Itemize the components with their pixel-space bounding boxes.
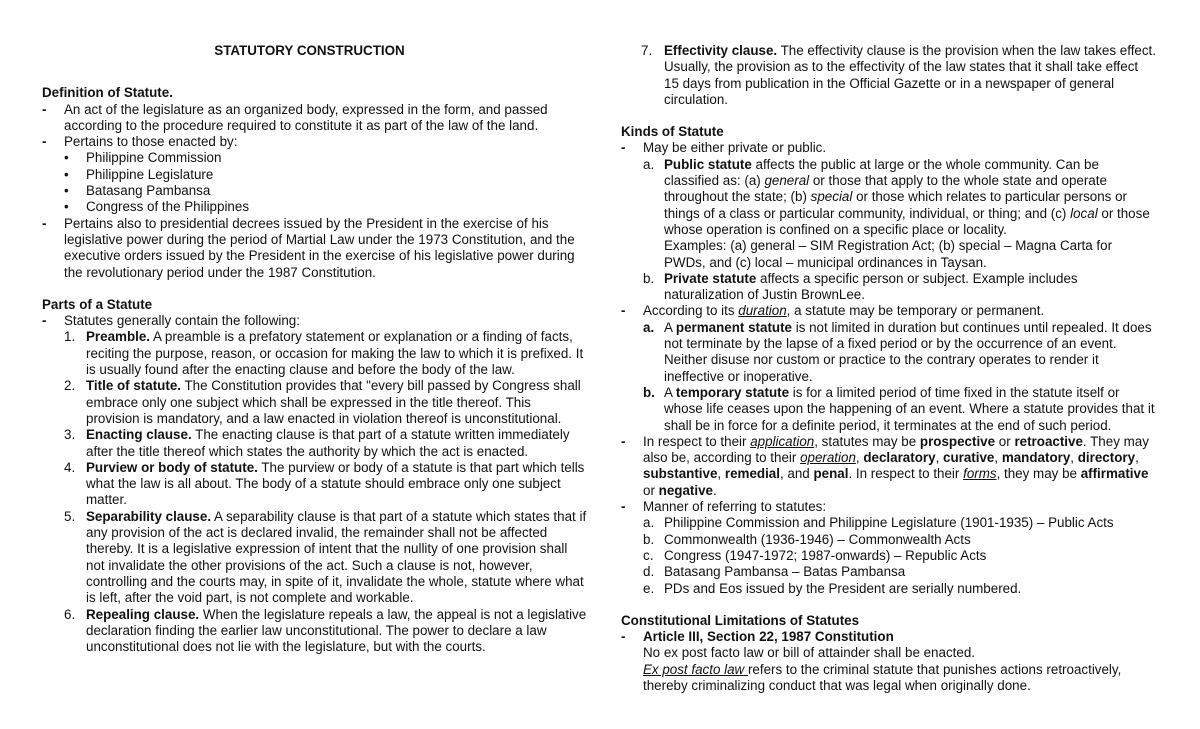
enacting-body: • Philippine Legislature [42, 167, 587, 183]
part-item-purview: 4. Purview or body of statute. The purview or body of a statute is that part which tells what the law is all about. The body of a statute should embrace only one subject matter. [64, 459, 585, 508]
constitutional-rule: No ex post facto law or bill of attainder shall be enacted. [643, 645, 975, 661]
part-item-title: 2. Title of statute. The Constitution provides that "every bill passed by Congress shall embrace only one subject which shall be expressed in the title thereof. This provision is mandatory, and a law enacted in violation thereof is unconstitutional. [64, 378, 581, 426]
public-statute-item: a. Public statute affects the public at large or the whole community. Can be classified as: (a) general or those that apply to the whole state and operate throughout the state; (b) special or those which relates to particular persons or things of a class or particular community, individual, or thing; and (c) local or those whose operation is confined on a specific place or locality. Examples: (a) general – SIM Registration Act; (b) special – Magna Carta for PWDs, and (c) local – municipal ordinances in Taysan. [621, 157, 1156, 271]
permanent-statute-item: a. A permanent statute is not limited in duration but continues until repealed. It does not terminate by the lapse of a fixed period or by the occurrence of an event. Neither disuse nor custom or practice to the contrary operates to render it ineffective or inoperative. [643, 319, 1152, 384]
temporary-statute-item: b. A temporary statute is for a limited period of time fixed in the statute itself or whose life ceases upon the happening of an event. Where a statute provides that it shall be in force for a definite period, it terminates at the end of such period. [643, 384, 1155, 433]
manner-item: b. Commonwealth (1936-1946) – Commonwealth Acts [643, 531, 971, 547]
manner-intro: - Manner of referring to statutes: [621, 499, 1156, 515]
enacting-body: • Philippine Commission [42, 150, 587, 166]
enacting-body: • Congress of the Philippines [42, 199, 587, 215]
definition-item: - An act of the legislature as an organized body, expressed in the form, and passed according to the procedure required to constitute it as part of the law of the land. [42, 102, 587, 135]
constitutional-article: - Article III, Section 22, 1987 Constitution [621, 629, 1156, 645]
manner-item: d. Batasang Pambansa – Batas Pambansa [643, 564, 906, 580]
manner-item: e. PDs and Eos issued by the President are serially numbered. [643, 580, 1022, 596]
parts-heading: Parts of a Statute [42, 296, 153, 312]
manner-item: a. Philippine Commission and Philippine Legislature (1901-1935) – Public Acts [643, 515, 1114, 531]
duration-item: - According to its duration, a statute may be temporary or permanent. [621, 303, 1156, 319]
ex-post-facto-definition: Ex post facto law refers to the criminal statute that punishes actions retroactively, thereby criminalizing conduct that was legal when originally done. [643, 661, 1122, 693]
part-item-repealing: 6. Repealing clause. When the legislature repeals a law, the appeal is not a legislative declaration finding the earlier law unconstitutional. The power to declare a law unconstitutional does not lie with the legislature, but with the courts. [64, 606, 587, 655]
constitutional-heading: Constitutional Limitations of Statutes [621, 612, 860, 628]
part-item-preamble: 1. Preamble. A preamble is a prefatory statement or explanation or a finding of facts, reciting the purpose, reason, or occasion for making the law to which it is prefixed. It is usually found after the enacting clause and before the body of the law. [64, 329, 584, 378]
private-statute-item: b. Private statute affects a specific person or subject. Example includes naturalization of Justin BrownLee. [643, 270, 1078, 303]
kinds-intro: - May be either private or public. [621, 140, 1156, 156]
document-title: STATUTORY CONSTRUCTION [214, 43, 405, 58]
kinds-heading: Kinds of Statute [621, 124, 724, 140]
definition-heading: Definition of Statute. [42, 85, 173, 101]
part-item-enacting-clause: 3. Enacting clause. The enacting clause is that part of a statute written immediately after the title thereof which states the authority by which the act is enacted. [64, 427, 570, 459]
right-column [621, 43, 1156, 694]
part-item-effectivity: 7. Effectivity clause. The effectivity clause is the provision when the law takes effect. Usually, the provision as to the effectivity of the law states that it shall take effect 15 days from publication in the Official Gazette or in a newspaper of general circulation. [641, 43, 1157, 107]
definition-item: - Pertains to those enacted by: [42, 134, 587, 150]
parts-intro: - Statutes generally contain the following: [42, 313, 587, 329]
public-statute-examples: Examples: (a) general – SIM Registration Act; (b) special – Magna Carta for PWDs, and (c) local – municipal ordinances in Taysan. [664, 238, 1113, 270]
part-item-separability: 5. Separability clause. A separability clause is that part of a statute which states that if any provision of the act is declared invalid, the remainder shall not be affected thereby. It is a legislative expression of intent that the nullity of one provision shall not invalidate the other provisions of the act. Such a clause is not, however, controlling and the courts may, in spite of it, invalidate the whole, statute where what is left, after the void part, is not complete and workable. [64, 508, 587, 606]
definition-item: - Pertains also to presidential decrees issued by the President in the exercise of his legislative power during the period of Martial Law under the 1973 Constitution, and the executive orders issued by the President in the exercise of his legislative power during the revolutionary period under the 1987 Constitution. [42, 216, 587, 281]
left-column [42, 43, 587, 655]
enacting-body: • Batasang Pambansa [42, 183, 587, 199]
application-item: - In respect to their application, statutes may be prospective or retroactive. They may also be, according to their operation, declaratory, curative, mandatory, directory, substantive, remedial, and penal. In respect to their forms, they may be affirmative or negative. [621, 434, 1156, 499]
manner-item: c. Congress (1947-1972; 1987-onwards) – Republic Acts [643, 547, 987, 563]
